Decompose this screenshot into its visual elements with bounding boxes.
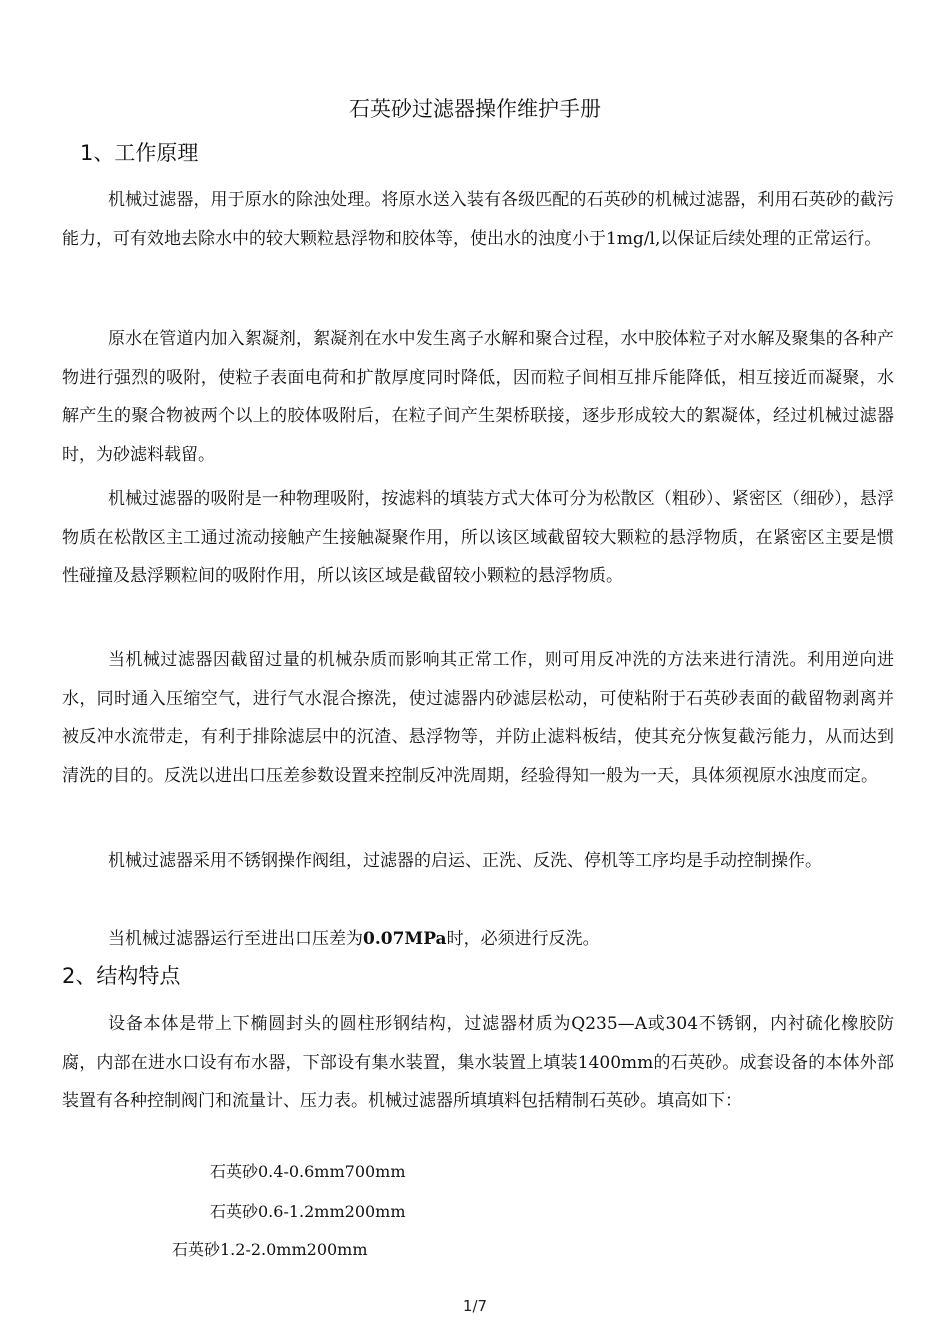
paragraph-backwash: 当机械过滤器因截留过量的机械杂质而影响其正常工作，则可用反冲洗的方法来进行清洗。利用逆向进水，同时通入压缩空气，进行气水混合擦洗，使过滤器内砂滤层松动，可使粘附于石英砂表面的截留物剥离并被反冲水流带走，有利于排除滤层中的沉渣、悬浮物等，并防止滤料板结，使其充分恢复截污能力，从而达到清洗的目的。反洗以进出口压差参数设置来控制反冲洗周期，经验得知一般为一天，具体须视原水浊度而定。 [62,650,894,786]
page-number: 1/7 [462,1297,488,1315]
paragraph-principle-intro: 机械过滤器，用于原水的除浊处理。将原水送入装有各级匹配的石英砂的机械过滤器，利用石英砂的截污能力，可有效地去除水中的较大颗粒悬浮物和胶体等，使出水的浊度小于1mg/l,以保证后续处理的正常运行。 [62,190,894,249]
paragraph-valve-group: 机械过滤器采用不锈钢操作阀组，过滤器的启运、正洗、反洗、停机等工序均是手动控制操作。 [108,851,822,871]
document-title: 石英砂过滤器操作维护手册 [349,97,601,121]
pressure-text-after: 时，必须进行反洗。 [446,929,600,949]
paragraph-flocculation: 原水在管道内加入絮凝剂，絮凝剂在水中发生离子水解和聚合过程，水中胶体粒子对水解及聚集的各种产物进行强烈的吸附，使粒子表面电荷和扩散厚度同时降低，因而粒子间相互排斥能降低，相互接近而凝聚，水解产生的聚合物被两个以上的胶体吸附后，在粒子间产生架桥联接，逐步形成较大的絮凝体，经过机械过滤器时，为砂滤料载留。 [62,329,894,465]
pressure-text-before: 当机械过滤器运行至进出口压差为 [108,929,363,949]
paragraph-structure: 设备本体是带上下椭圆封头的圆柱形钢结构，过滤器材质为Q235—A或304不锈钢，内衬硫化橡胶防腐，内部在进水口设有布水器，下部设有集水装置，集水装置上填装1400mm的石英砂。成套设备的本体外部装置有各种控制阀门和流量计、压力表。机械过滤器所填填料包括精制石英砂。填高如下： [62,1014,894,1111]
fill-spec-2: 石英砂0.6-1.2mm200mm [210,1202,406,1221]
fill-spec-3: 石英砂1.2-2.0mm200mm [172,1240,368,1259]
paragraph-adsorption: 机械过滤器的吸附是一种物理吸附，按滤料的填装方式大体可分为松散区（粗砂）、紧密区（细砂），悬浮物质在松散区主工通过流动接触产生接触凝聚作用，所以该区域截留较大颗粒的悬浮物质，在紧密区主要是惯性碰撞及悬浮颗粒间的吸附作用，所以该区域是截留较小颗粒的悬浮物质。 [62,489,894,586]
section-heading-working-principle: 1、工作原理 [80,141,199,165]
paragraph-pressure-threshold [62,920,894,959]
pressure-value: 0.07MPa [363,929,447,949]
fill-spec-1: 石英砂0.4-0.6mm700mm [210,1162,406,1181]
section-heading-structure: 2、结构特点 [62,964,181,988]
